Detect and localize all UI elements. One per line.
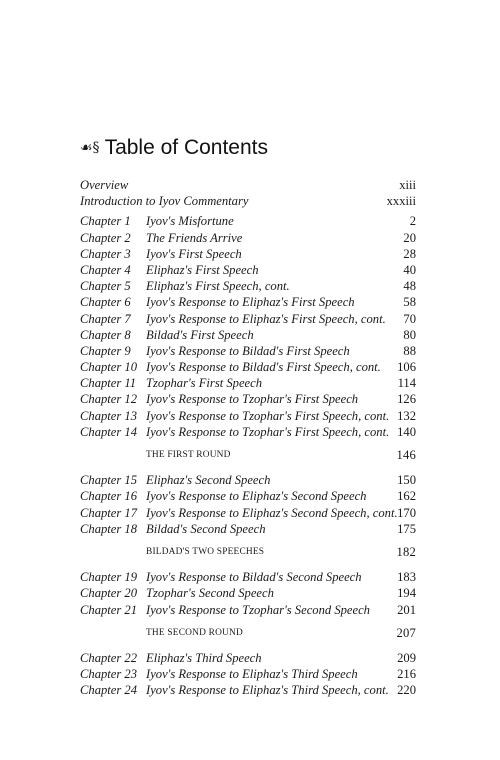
page-title: Table of Contents (104, 136, 268, 159)
toc-chapter-entry[interactable] (80, 246, 416, 262)
toc-heading (80, 136, 268, 160)
chapter-page: 132 (397, 408, 416, 423)
chapter-page: 140 (397, 424, 416, 439)
toc-chapter-entry[interactable] (80, 375, 416, 391)
chapter-number: Chapter 4 (80, 262, 131, 277)
toc-chapter-entry[interactable] (80, 602, 416, 618)
chapter-number: Chapter 20 (80, 586, 138, 601)
chapter-number: Chapter 12 (80, 392, 138, 407)
chapter-page: 106 (397, 360, 416, 375)
round-page: 182 (396, 544, 416, 559)
toc-chapter-entry[interactable] (80, 650, 416, 666)
chapter-title: Iyov's Response to Bildad's First Speech, cont. (146, 360, 381, 375)
chapter-title: Iyov's Response to Eliphaz's Second Speech, cont. (146, 505, 398, 520)
toc-chapter-entry[interactable] (80, 666, 416, 682)
chapter-title: Iyov's Response to Bildad's Second Speech (146, 570, 362, 585)
chapter-title: Iyov's Response to Bildad's First Speech (146, 343, 350, 358)
spacer (80, 440, 416, 447)
chapter-page: 175 (397, 521, 416, 536)
chapter-number: Chapter 15 (80, 473, 138, 488)
toc-chapter-entry[interactable] (80, 230, 416, 246)
toc-chapter-entry[interactable] (80, 278, 416, 294)
chapter-page: 2 (409, 214, 416, 229)
chapter-title: Iyov's Response to Eliphaz's Third Speech (146, 667, 358, 682)
chapter-title: Iyov's First Speech (146, 246, 242, 261)
chapter-title: Iyov's Response to Tzophar's Second Speech (146, 602, 370, 617)
round-page: 207 (396, 625, 416, 640)
chapter-number: Chapter 10 (80, 360, 138, 375)
chapter-page: 48 (403, 279, 416, 294)
chapter-page: 170 (397, 505, 416, 520)
fleuron-ornament-icon: ☙§ (80, 140, 100, 156)
toc-chapter-entry[interactable] (80, 488, 416, 504)
chapter-page: 220 (397, 683, 416, 698)
toc-chapter-entry[interactable] (80, 343, 416, 359)
chapter-page: 20 (403, 230, 416, 245)
chapter-number: Chapter 8 (80, 327, 131, 342)
toc-intro-entry[interactable] (80, 177, 416, 193)
chapter-number: Chapter 3 (80, 246, 131, 261)
chapter-number: Chapter 11 (80, 376, 137, 391)
toc-list (80, 177, 416, 698)
toc-chapter-entry[interactable] (80, 213, 416, 229)
chapter-number: Chapter 17 (80, 505, 138, 520)
chapter-page: 162 (397, 489, 416, 504)
chapter-page: 40 (403, 262, 416, 277)
chapter-title: Iyov's Response to Eliphaz's First Speech, cont. (146, 311, 386, 326)
toc-chapter-entry[interactable] (80, 311, 416, 327)
round-label: THE SECOND ROUND (146, 627, 243, 638)
chapter-number: Chapter 14 (80, 424, 138, 439)
chapter-title: Iyov's Response to Tzophar's First Speech, cont. (146, 424, 390, 439)
chapter-title: Iyov's Response to Tzophar's First Speech (146, 392, 359, 407)
chapter-number: Chapter 22 (80, 650, 138, 665)
toc-chapter-entry[interactable] (80, 505, 416, 521)
entry-page: xiii (399, 178, 416, 192)
chapter-number: Chapter 23 (80, 667, 138, 682)
chapter-page: 88 (403, 343, 416, 358)
chapter-page: 58 (403, 295, 416, 310)
chapter-page: 194 (397, 586, 416, 601)
chapter-page: 28 (403, 246, 416, 261)
chapter-title: Eliphaz's First Speech, cont. (146, 279, 290, 294)
round-label: BILDAD'S TWO SPEECHES (146, 546, 265, 557)
toc-round-entry[interactable] (80, 544, 416, 560)
chapter-page: 80 (403, 327, 416, 342)
chapter-number: Chapter 13 (80, 408, 138, 423)
chapter-title: Iyov's Misfortune (146, 214, 234, 229)
chapter-page: 201 (397, 602, 416, 617)
chapter-number: Chapter 18 (80, 521, 138, 536)
chapter-number: Chapter 2 (80, 230, 131, 245)
toc-chapter-entry[interactable] (80, 472, 416, 488)
chapter-page: 150 (397, 473, 416, 488)
toc-intro-entry[interactable] (80, 193, 416, 209)
chapter-title: Eliphaz's Third Speech (146, 650, 262, 665)
chapter-title: Tzophar's Second Speech (146, 586, 274, 601)
toc-chapter-entry[interactable] (80, 294, 416, 310)
chapter-number: Chapter 9 (80, 343, 131, 358)
toc-chapter-entry[interactable] (80, 391, 416, 407)
chapter-page: 114 (397, 376, 416, 391)
chapter-title: The Friends Arrive (146, 230, 243, 245)
toc-round-entry[interactable] (80, 447, 416, 463)
round-page: 146 (396, 448, 416, 462)
toc-chapter-entry[interactable] (80, 424, 416, 440)
toc-round-entry[interactable] (80, 625, 416, 641)
chapter-page: 209 (397, 650, 416, 665)
chapter-number: Chapter 5 (80, 279, 131, 294)
toc-chapter-entry[interactable] (80, 262, 416, 278)
toc-chapter-entry[interactable] (80, 521, 416, 537)
chapter-title: Iyov's Response to Eliphaz's Third Speech, cont. (146, 683, 389, 698)
toc-chapter-entry[interactable] (80, 359, 416, 375)
chapter-page: 70 (403, 311, 416, 326)
chapter-title: Eliphaz's Second Speech (146, 473, 271, 488)
toc-chapter-entry[interactable] (80, 327, 416, 343)
chapter-title: Bildad's First Speech (146, 327, 254, 342)
chapter-page: 183 (397, 570, 416, 585)
toc-chapter-entry[interactable] (80, 585, 416, 601)
entry-title: Introduction to Iyov Commentary (80, 194, 249, 209)
chapter-title: Iyov's Response to Eliphaz's Second Speech (146, 489, 367, 504)
chapter-page: 126 (397, 392, 416, 407)
toc-chapter-entry[interactable] (80, 408, 416, 424)
chapter-title: Iyov's Response to Eliphaz's First Speech (146, 295, 355, 310)
round-label: THE FIRST ROUND (146, 450, 231, 460)
chapter-number: Chapter 24 (80, 683, 138, 698)
chapter-number: Chapter 19 (80, 570, 138, 585)
chapter-page: 216 (397, 667, 416, 682)
entry-page: xxxiii (386, 194, 416, 209)
chapter-title: Eliphaz's First Speech (146, 262, 259, 277)
chapter-number: Chapter 7 (80, 311, 131, 326)
chapter-title: Bildad's Second Speech (146, 521, 266, 536)
spacer (80, 537, 416, 544)
chapter-number: Chapter 6 (80, 295, 131, 310)
entry-title: Overview (80, 178, 129, 192)
chapter-number: Chapter 1 (80, 214, 131, 229)
spacer (80, 618, 416, 625)
toc-chapter-entry[interactable] (80, 569, 416, 585)
chapter-number: Chapter 16 (80, 489, 138, 504)
chapter-title: Tzophar's First Speech (146, 376, 263, 391)
chapter-number: Chapter 21 (80, 602, 138, 617)
chapter-title: Iyov's Response to Tzophar's First Speech, cont. (146, 408, 390, 423)
toc-chapter-entry[interactable] (80, 682, 416, 698)
